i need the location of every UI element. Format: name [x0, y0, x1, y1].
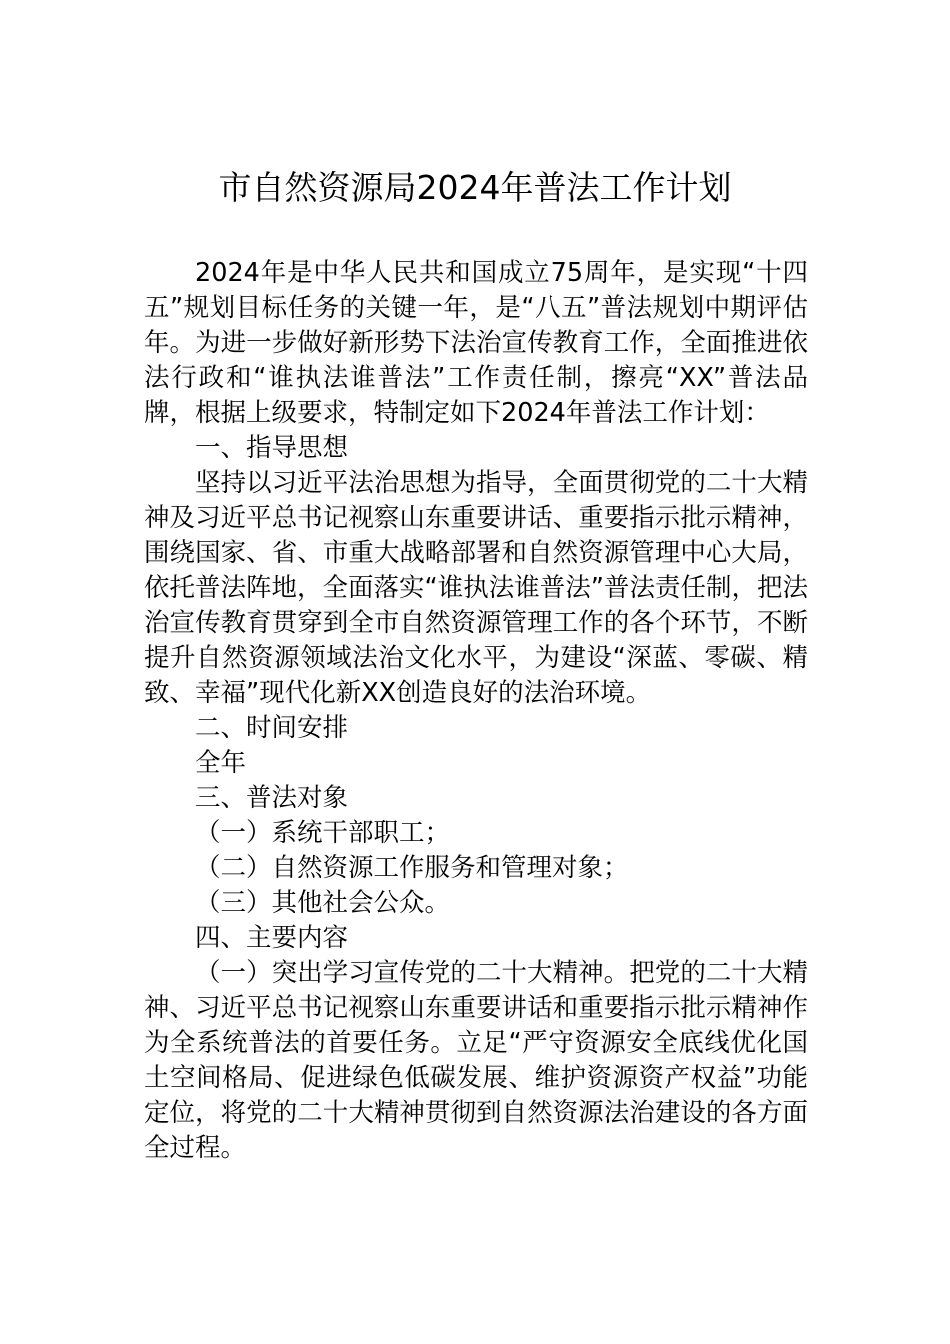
section-heading-audience: 三、普法对象: [195, 783, 349, 813]
guiding-ideology-paragraph: 坚持以习近平法治思想为指导，全面贯彻党的二十大精神及习近平总书记视察山东重要讲话、重要指示批示精神，围绕国家、省、市重大战略部署和自然资源管理中心大局，依托普法阵地，全面落实“谁执法谁普法”普法责任制，把法治宣传教育贯穿到全市自然资源管理工作的各个环节，不断提升自然资源领域法治文化水平，为建设“深蓝、零碳、精致、幸福”现代化新XX创造良好的法治环境。: [144, 468, 808, 708]
section-heading-main-content: 四、主要内容: [195, 923, 349, 953]
audience-item-1: （一）系统干部职工；: [195, 818, 451, 848]
section-heading-schedule: 二、时间安排: [195, 713, 349, 743]
document-title: 市自然资源局2024年普法工作计划: [218, 168, 732, 207]
intro-paragraph: 2024年是中华人民共和国成立75周年，是实现“十四五”规划目标任务的关键一年，是“八五”普法规划中期评估年。为进一步做好新形势下法治宣传教育工作，全面推进依法行政和“谁执法谁普法”工作责任制，擦亮“XX”普法品牌，根据上级要求，特制定如下2024年普法工作计划：: [144, 258, 808, 428]
section-heading-guiding-ideology: 一、指导思想: [195, 433, 349, 463]
document-body: [144, 256, 808, 1166]
audience-item-3: （三）其他社会公众。: [195, 888, 451, 918]
main-content-paragraph-1: （一）突出学习宣传党的二十大精神。把党的二十大精神、习近平总书记视察山东重要讲话和重要指示批示精神作为全系统普法的首要任务。立足“严守资源安全底线优化国土空间格局、促进绿色低碳发展、维护资源资产权益”功能定位，将党的二十大精神贯彻到自然资源法治建设的各方面全过程。: [144, 958, 808, 1163]
audience-item-2: （二）自然资源工作服务和管理对象；: [195, 853, 629, 883]
schedule-text: 全年: [195, 748, 247, 778]
